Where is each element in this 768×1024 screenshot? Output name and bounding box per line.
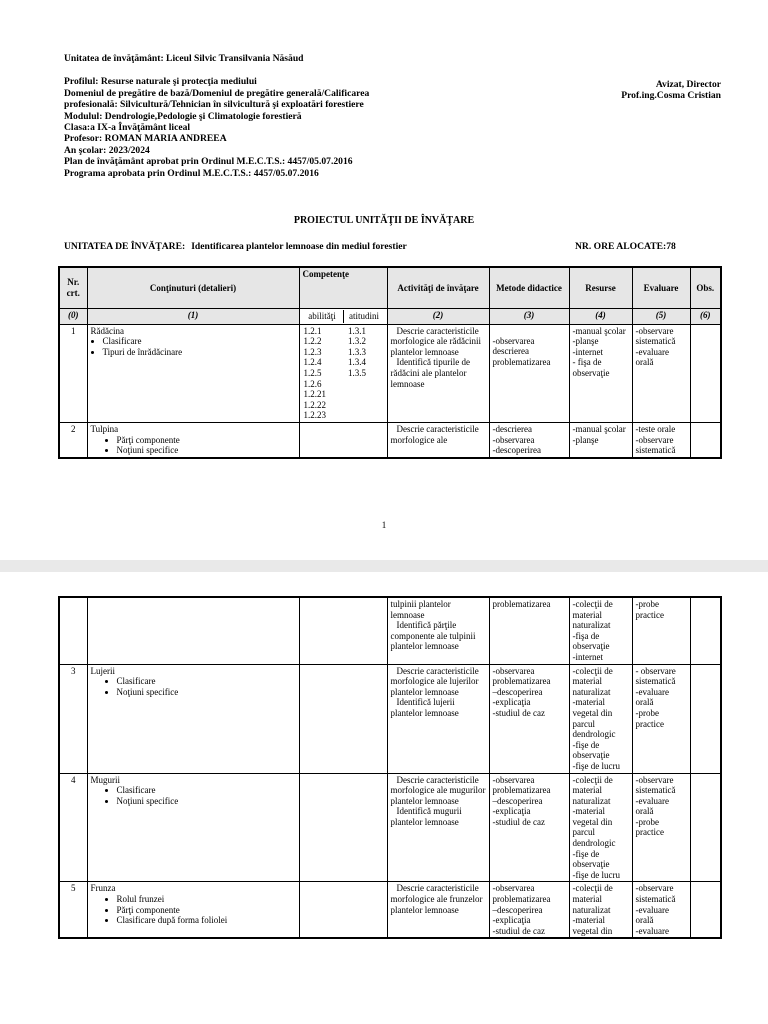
row-number: 1 (59, 324, 87, 422)
competence-code: 1.2.6 (303, 378, 322, 389)
resource-text: -fişe de observaţie (572, 739, 610, 761)
col-activitati: Activităţi de învăţare (387, 267, 489, 309)
competence-code: 1.3.3 (348, 346, 366, 357)
index-cell: (4) (569, 309, 632, 325)
resource-text: -material vegetal din parcul dendrologic (572, 697, 616, 740)
row-competente (299, 773, 387, 882)
row-content (87, 324, 299, 422)
row-evaluare (632, 324, 690, 422)
row-competente (299, 597, 387, 664)
method-text: -studiul de caz (492, 816, 545, 827)
evaluation-text: -evaluare orală (635, 686, 669, 708)
col-competente (299, 267, 387, 309)
resource-text: -planşe (572, 336, 599, 347)
activity-text: tulpinii plantelor lemnoase (390, 599, 451, 620)
unit-label: UNITATEA DE ÎNVĂŢARE: (64, 241, 186, 252)
list-item: • Clasificare (117, 676, 296, 687)
resource-text: -colecţii de material naturalizat (572, 774, 613, 806)
method-text: -observarea (492, 335, 535, 346)
resource-text: - fişa de observaţie (572, 357, 610, 378)
plan-table (58, 266, 722, 459)
unit-line (64, 241, 407, 252)
col-competente-label: Competenţe (302, 269, 349, 279)
atitudini-list (340, 326, 385, 421)
list-item: • Noţiuni specifice (117, 796, 296, 807)
resource-text: -manual şcolar (572, 325, 626, 336)
row-obs (690, 324, 721, 422)
row-competente (299, 324, 387, 422)
header-line: Domeniul de pregătire de bază/Domeniul de pregătire generală/Calificarea (64, 87, 370, 99)
method-text: –descoperirea (492, 795, 543, 806)
index-cell: (3) (489, 309, 569, 325)
row-resurse (569, 664, 632, 773)
row-title: Rădăcina (90, 325, 124, 336)
row-activitati (387, 664, 489, 773)
activity-text: Identifică părţile componente ale tulpinii plantelor lemnoase (390, 620, 476, 652)
activity-text: Descrie caracteristicile morfologice ale mugurilor plantelor lemnoase (390, 774, 486, 806)
evaluation-text: -evaluare orală (635, 346, 669, 368)
index-cell: (5) (632, 309, 690, 325)
row-metode (489, 664, 569, 773)
header-line: Modulul: Dendrologie,Pedologie şi Climatologie forestieră (64, 110, 302, 122)
evaluation-text: -evaluare orală (635, 795, 669, 817)
document-page-2 (0, 572, 768, 1024)
evaluation-text: -evaluare orală (635, 904, 669, 926)
evaluation-text: -observare sistematică (635, 325, 676, 347)
evaluation-text: -observare sistematică (635, 434, 676, 456)
row-activitati (387, 324, 489, 422)
activity-text: Descrie caracteristicile morfologice ale (390, 423, 479, 445)
method-text: -observarea (492, 434, 535, 445)
row-number: 2 (59, 422, 87, 457)
list-item: • Clasificare (117, 785, 296, 796)
activity-text: Descrie caracteristicile morfologice ale rădăcinii plantelor lemnoase (390, 325, 481, 357)
evaluation-text: -probe practice (635, 707, 664, 729)
resource-text: -fişe de lucru (572, 760, 620, 771)
activity-text: Identifică mugurii plantelor lemnoase (390, 806, 462, 827)
row-activitati (387, 882, 489, 938)
table-row (59, 422, 721, 457)
competence-code: 1.3.1 (348, 325, 366, 336)
resource-text: -fişa de observaţie (572, 630, 610, 652)
row-content (87, 422, 299, 457)
row-activitati (387, 422, 489, 457)
method-text: –descoperirea (492, 686, 543, 697)
method-text: -explicaţia (492, 806, 531, 817)
table-row (59, 597, 721, 664)
evaluation-text: - observare sistematică (635, 665, 676, 687)
approval-block (621, 79, 721, 102)
resource-text: -internet (572, 346, 603, 357)
resource-text: -internet (572, 651, 603, 662)
row-metode (489, 324, 569, 422)
abilitati-label: abilităţi (302, 310, 344, 323)
row-activitati (387, 773, 489, 882)
competence-code: 1.2.3 (303, 346, 322, 357)
resource-text: -fişe de observaţie (572, 848, 610, 870)
row-resurse (569, 324, 632, 422)
method-text: problematizarea (492, 356, 551, 367)
row-obs (690, 882, 721, 938)
header-line: Profilul: Resurse naturale şi protecţia mediului (64, 76, 257, 88)
row-number (59, 597, 87, 664)
row-activitati (387, 597, 489, 664)
list-item: • Noţiuni specifice (117, 687, 296, 698)
document-header (64, 53, 369, 179)
method-text: -observarea (492, 665, 535, 676)
row-number: 5 (59, 882, 87, 938)
school-name: Unitatea de învăţământ: Liceul Silvic Transilvania Năsăud (64, 53, 304, 64)
col-metode: Metode didactice (489, 267, 569, 309)
competence-code: 1.2.21 (303, 389, 326, 400)
competence-code: 1.3.5 (348, 367, 366, 378)
row-resurse (569, 773, 632, 882)
header-line: Plan de învăţământ aprobat prin Ordinul M.E.C.T.S.: 4457/05.07.2016 (64, 156, 353, 168)
resource-text: -colecţii de material naturalizat (572, 599, 613, 631)
atitudini-label: atitudini (349, 311, 379, 321)
table-row (59, 882, 721, 938)
table-row (59, 324, 721, 422)
index-cell: (0) (59, 309, 87, 325)
competence-code: 1.2.1 (303, 325, 322, 336)
row-content (87, 773, 299, 882)
resource-text: -material vegetal din (572, 915, 613, 936)
competence-code: 1.2.22 (303, 399, 326, 410)
col-nr: Nr. crt. (59, 267, 87, 309)
method-text: -explicaţia (492, 915, 531, 926)
competence-code: 1.2.4 (303, 357, 322, 368)
col-continuturi: Conţinuturi (detalieri) (87, 267, 299, 309)
method-text: –descoperirea (492, 904, 543, 915)
col-obs: Obs. (690, 267, 721, 309)
plan-table-continued (58, 596, 722, 939)
unit-value: Identificarea plantelor lemnoase din mediul forestier (191, 241, 407, 252)
row-competente (299, 664, 387, 773)
header-line: Clasa:a IX-a Învăţământ liceal (64, 122, 191, 134)
activity-text: Descrie caracteristicile morfologice ale frunzelor plantelor lemnoase (390, 883, 483, 915)
list-item: • Rolul frunzei (117, 894, 296, 905)
evaluation-text: -probe practice (635, 816, 664, 838)
resource-text: -material vegetal din parcul dendrologic (572, 806, 616, 849)
row-evaluare (632, 882, 690, 938)
row-obs (690, 664, 721, 773)
list-item: • Părţi componente (117, 435, 296, 446)
row-evaluare (632, 664, 690, 773)
row-obs (690, 773, 721, 882)
competence-code: 1.2.5 (303, 367, 322, 378)
row-content (87, 664, 299, 773)
index-cell: (2) (387, 309, 489, 325)
row-competente (299, 422, 387, 457)
competence-code: 1.2.2 (303, 336, 322, 347)
header-line: Profesor: ROMAN MARIA ANDREEA (64, 133, 227, 145)
evaluation-text: -observare sistematică (635, 883, 676, 905)
row-metode (489, 597, 569, 664)
competente-subheader (299, 309, 387, 325)
activity-text: Descrie caracteristicile morfologice ale lujerilor plantelor lemnoase (390, 665, 479, 697)
table-row (59, 664, 721, 773)
row-evaluare (632, 597, 690, 664)
header-line: Programa aprobata prin Ordinul M.E.C.T.S.: 4457/05.07.2016 (64, 167, 319, 179)
method-text: -descoperirea (492, 445, 541, 456)
method-text: -studiul de caz (492, 707, 545, 718)
row-resurse (569, 882, 632, 938)
row-number: 3 (59, 664, 87, 773)
method-text: -observarea (492, 883, 535, 894)
table-row (59, 773, 721, 882)
row-title: Mugurii (90, 774, 121, 785)
resource-text: -colecţii de material naturalizat (572, 883, 613, 915)
col-resurse: Resurse (569, 267, 632, 309)
row-competente (299, 882, 387, 938)
director-name: Prof.ing.Cosma Cristian (621, 90, 721, 102)
method-text: problematizarea (492, 599, 551, 609)
competence-code: 1.2.23 (303, 410, 326, 421)
evaluation-text: -observare sistematică (635, 774, 676, 796)
resource-text: -fişe de lucru (572, 869, 620, 880)
method-text: problematizarea (492, 785, 551, 796)
index-cell: (6) (690, 309, 721, 325)
method-text: descrierea (492, 346, 529, 357)
method-text: problematizarea (492, 894, 551, 905)
row-resurse (569, 597, 632, 664)
row-title: Frunza (90, 883, 116, 894)
list-item: • Noţiuni specifice (117, 445, 296, 456)
list-item: • Părţi componente (117, 905, 296, 916)
row-title: Tulpina (90, 423, 119, 434)
row-obs (690, 597, 721, 664)
resource-text: -manual şcolar (572, 423, 626, 434)
evaluation-text: -probe practice (635, 599, 664, 620)
header-line: An şcolar: 2023/2024 (64, 144, 150, 156)
row-number: 4 (59, 773, 87, 882)
approval-label: Avizat, Director (655, 79, 721, 90)
allocated-hours: NR. ORE ALOCATE:78 (575, 241, 676, 252)
row-content (87, 882, 299, 938)
resource-text: -colecţii de material naturalizat (572, 665, 613, 697)
method-text: -descrierea (492, 423, 532, 434)
row-resurse (569, 422, 632, 457)
list-item: • Clasificare după forma foliolei (117, 915, 296, 926)
method-text: -observarea (492, 774, 535, 785)
index-cell: (1) (87, 309, 299, 325)
competence-code: 1.3.4 (348, 357, 366, 368)
row-metode (489, 882, 569, 938)
header-line: profesională: Silvicultură/Tehnician în silvicultură şi exploatări forestiere (64, 99, 364, 111)
method-text: -explicaţia (492, 697, 531, 708)
list-item: • Tipuri de înrădăcinare (103, 347, 296, 358)
resource-text: -planşe (572, 434, 599, 445)
row-title: Lujerii (90, 665, 115, 676)
competence-code: 1.3.2 (348, 336, 366, 347)
method-text: problematizarea (492, 676, 551, 687)
document-title: PROIECTUL UNITĂŢII DE ÎNVĂŢARE (293, 215, 475, 226)
row-metode (489, 773, 569, 882)
row-metode (489, 422, 569, 457)
evaluation-text: -evaluare (635, 925, 669, 936)
activity-text: Identifică tipurile de rădăcini ale plantelor lemnoase (390, 357, 470, 389)
row-content (87, 597, 299, 664)
activity-text: Identifică lujerii plantelor lemnoase (390, 697, 459, 718)
method-text: -studiul de caz (492, 925, 545, 936)
page-number: 1 (381, 520, 387, 530)
col-evaluare: Evaluare (632, 267, 690, 309)
row-obs (690, 422, 721, 457)
abilitati-list (304, 326, 341, 421)
row-evaluare (632, 422, 690, 457)
list-item: • Clasificare (103, 336, 296, 347)
row-evaluare (632, 773, 690, 882)
evaluation-text: -teste orale (635, 423, 676, 434)
